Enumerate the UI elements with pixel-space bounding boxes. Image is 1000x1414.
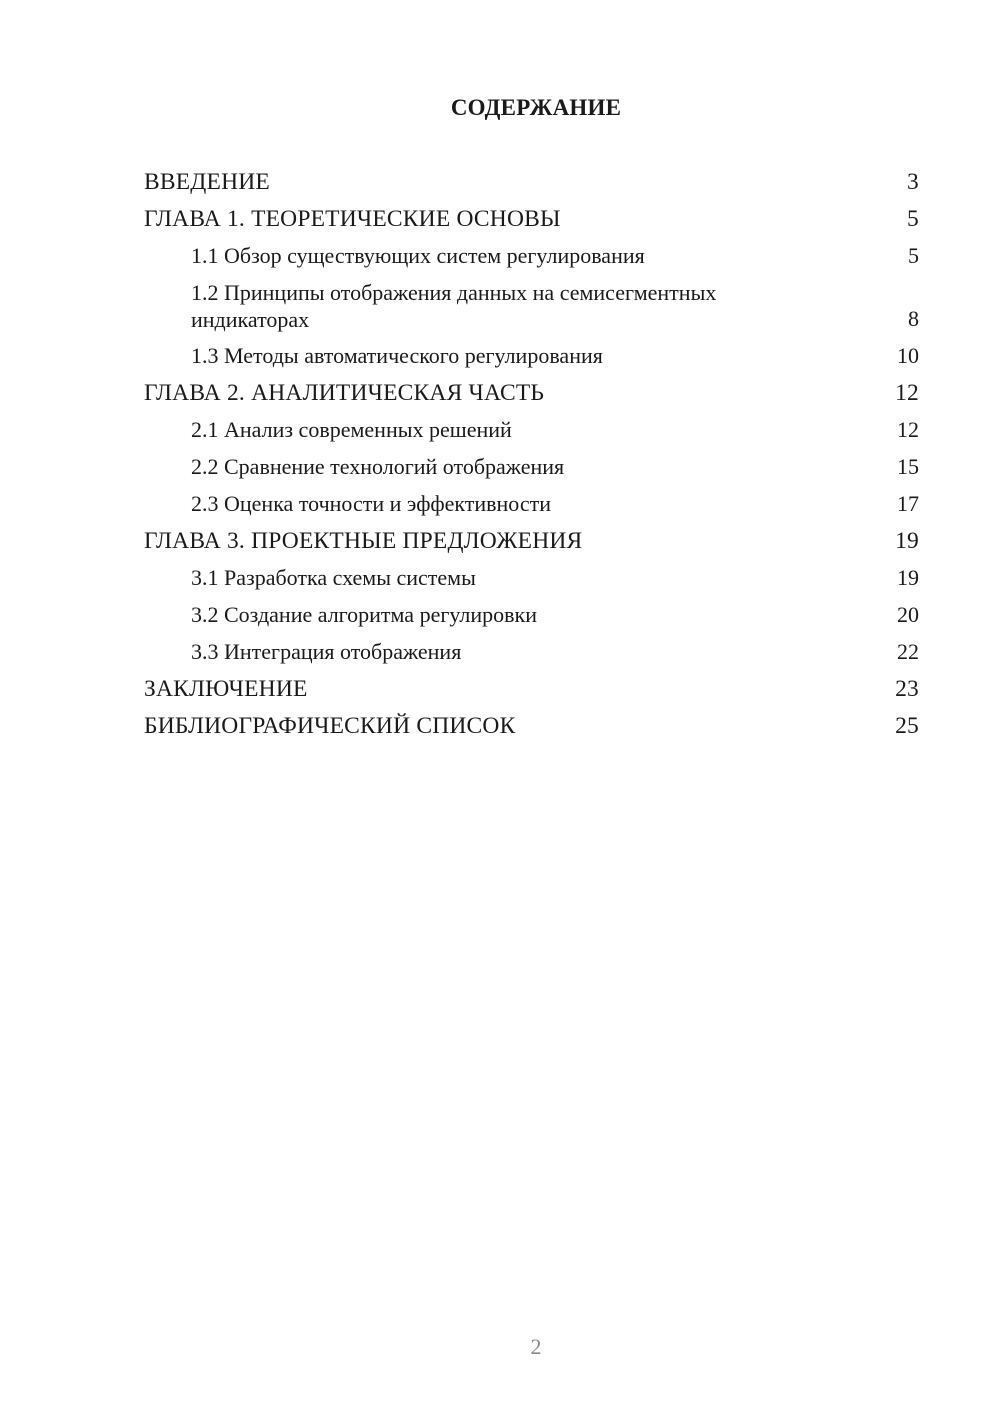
toc-entry-page: 10: [897, 343, 919, 368]
toc-entry-text: 3.3 Интеграция отображения: [191, 639, 462, 664]
table-of-contents: [144, 168, 919, 749]
toc-entry-conclusion: [144, 675, 919, 703]
toc-entry-text: 2.2 Сравнение технологий отображения: [191, 454, 565, 479]
page-number: 2: [530, 1334, 542, 1359]
toc-entry-text: 1.1 Обзор существующих систем регулирования: [191, 243, 645, 268]
toc-entry-page: 3: [907, 169, 919, 195]
toc-entry-page: 20: [897, 602, 919, 627]
toc-entry-page: 15: [897, 454, 919, 479]
toc-entry-chapter-3: [144, 527, 919, 555]
toc-entry-page: 19: [895, 528, 919, 554]
toc-entry-text: 1.2 Принципы отображения данных на семисегментных индикаторах: [191, 280, 717, 332]
toc-entry-section-2-3: [144, 490, 919, 518]
toc-entry-page: 23: [895, 676, 919, 702]
toc-entry-page: 19: [897, 565, 919, 590]
page-title: СОДЕРЖАНИЕ: [450, 95, 622, 120]
toc-entry-text: ВВЕДЕНИЕ: [144, 169, 270, 195]
toc-entry-section-2-1: [144, 416, 919, 444]
toc-entry-text: 1.3 Методы автоматического регулирования: [191, 343, 603, 368]
toc-entry-text: 3.1 Разработка схемы системы: [191, 565, 476, 590]
toc-entry-section-3-1: [144, 564, 919, 592]
toc-entry-page: 8: [908, 306, 919, 331]
toc-entry-text: ГЛАВА 2. АНАЛИТИЧЕСКАЯ ЧАСТЬ: [144, 380, 545, 406]
toc-entry-text: 3.2 Создание алгоритма регулировки: [191, 602, 537, 627]
toc-entry-page: 17: [897, 491, 919, 516]
toc-entry-text: БИБЛИОГРАФИЧЕСКИЙ СПИСОК: [144, 713, 516, 739]
toc-entry-section-3-2: [144, 601, 919, 629]
toc-entry-page: 12: [897, 417, 919, 442]
toc-entry-page: 5: [908, 243, 919, 268]
toc-entry-chapter-2: [144, 379, 919, 407]
toc-entry-text: ГЛАВА 3. ПРОЕКТНЫЕ ПРЕДЛОЖЕНИЯ: [144, 528, 583, 554]
toc-entry-text: 2.3 Оценка точности и эффективности: [191, 491, 551, 516]
toc-entry-introduction: [144, 168, 919, 196]
toc-entry-section-1-2: [144, 279, 919, 333]
toc-entry-page: 22: [897, 639, 919, 664]
toc-entry-section-1-3: [144, 342, 919, 370]
toc-entry-chapter-1: [144, 205, 919, 233]
toc-entry-text: ЗАКЛЮЧЕНИЕ: [144, 676, 308, 702]
toc-entry-text: 2.1 Анализ современных решений: [191, 417, 512, 442]
toc-entry-page: 25: [895, 713, 919, 739]
toc-entry-section-1-1: [144, 242, 919, 270]
toc-entry-section-3-3: [144, 638, 919, 666]
toc-entry-bibliography: [144, 712, 919, 740]
toc-entry-page: 5: [907, 206, 919, 232]
toc-entry-text: ГЛАВА 1. ТЕОРЕТИЧЕСКИЕ ОСНОВЫ: [144, 206, 561, 232]
toc-entry-page: 12: [895, 380, 919, 406]
toc-entry-section-2-2: [144, 453, 919, 481]
